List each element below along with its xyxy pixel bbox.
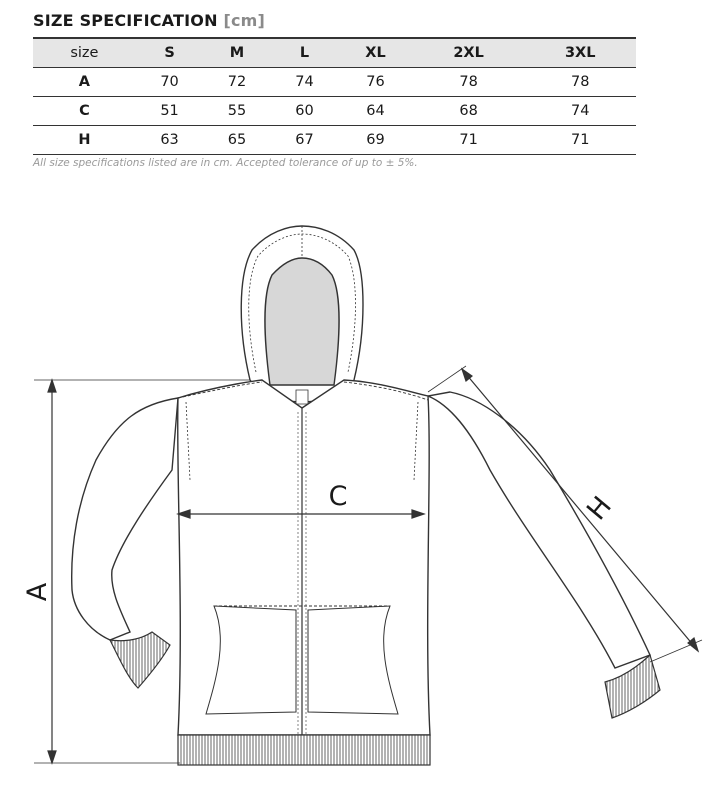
table-cell: 72	[203, 68, 270, 97]
row-label: A	[33, 68, 136, 97]
left-cuff	[110, 632, 170, 688]
table-cell: 76	[338, 68, 413, 97]
table-cell: 74	[271, 68, 338, 97]
table-cell: 67	[271, 126, 338, 155]
table-cell: 69	[338, 126, 413, 155]
label-a: A	[22, 582, 53, 602]
col-header: S	[136, 38, 203, 68]
row-label: H	[33, 126, 136, 155]
table-cell: 63	[136, 126, 203, 155]
bottom-hem	[178, 735, 430, 765]
table-cell: 70	[136, 68, 203, 97]
table-cell: 65	[203, 126, 270, 155]
hood-lining	[265, 258, 339, 385]
table-cell: 78	[413, 68, 525, 97]
neck-label	[296, 390, 308, 404]
h-ext-top	[428, 366, 466, 392]
row-label: C	[33, 97, 136, 126]
col-header: M	[203, 38, 270, 68]
table-cell: 74	[524, 97, 636, 126]
table-cell: 71	[524, 126, 636, 155]
col-header: XL	[338, 38, 413, 68]
table-cell: 68	[413, 97, 525, 126]
col-header: L	[271, 38, 338, 68]
title-unit: [cm]	[223, 11, 266, 30]
col-header: 2XL	[413, 38, 525, 68]
right-sleeve	[428, 392, 650, 668]
table-cell: 71	[413, 126, 525, 155]
col-header: 3XL	[524, 38, 636, 68]
body-outline	[178, 380, 430, 735]
hood	[241, 226, 363, 404]
hoodie-body	[72, 380, 650, 760]
table-cell: 51	[136, 97, 203, 126]
table-cell: 55	[203, 97, 270, 126]
left-sleeve	[72, 398, 178, 640]
label-h: H	[581, 490, 618, 527]
a-arrowhead-bottom	[48, 751, 56, 763]
table-cell: 78	[524, 68, 636, 97]
table-cell: 60	[271, 97, 338, 126]
label-c: C	[328, 481, 348, 512]
col-header: size	[33, 38, 136, 68]
a-arrowhead-top	[48, 380, 56, 392]
tolerance-note: All size specifications listed are in cm. Accepted tolerance of up to ± 5%.	[33, 157, 418, 169]
table-cell: 64	[338, 97, 413, 126]
title-text: SIZE SPECIFICATION	[33, 11, 218, 30]
